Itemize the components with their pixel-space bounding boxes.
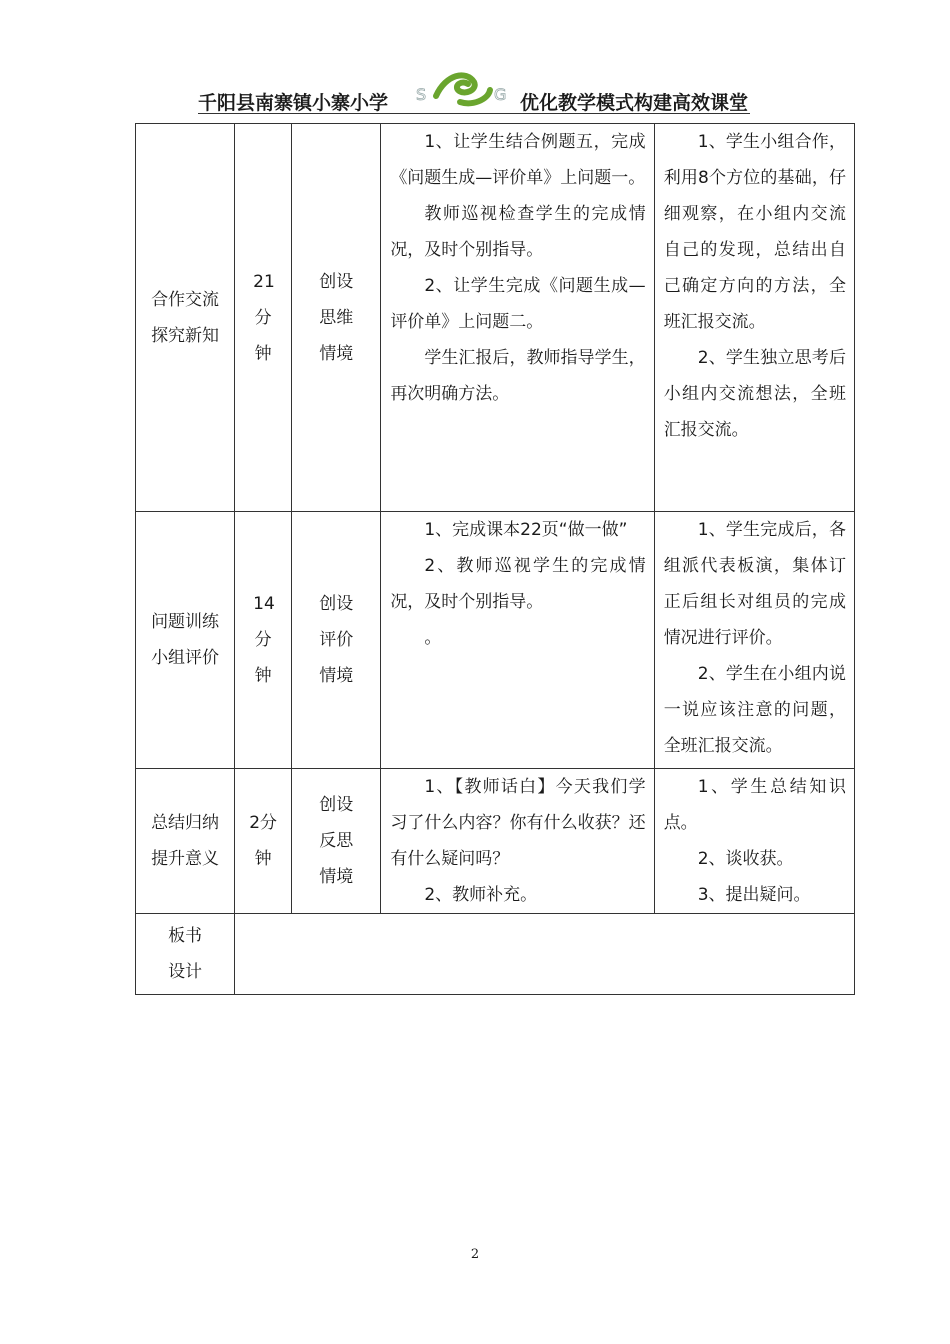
situation-label: 创设反思情境 — [319, 795, 354, 887]
teacher-text: 2、让学生完成《问题生成—评价单》上问题二。 — [390, 276, 646, 332]
svg-text:G: G — [494, 85, 507, 104]
teacher-text: 学生汇报后，教师指导学生，再次明确方法。 — [390, 348, 646, 404]
student-text: 1、学生完成后，各组派代表板演，集体订正后组长对组员的完成情况进行评价。 — [663, 520, 846, 648]
teacher-activity-cell — [381, 124, 654, 512]
stage-cell — [136, 124, 235, 512]
page-number: 2 — [470, 1247, 480, 1262]
teacher-text: 。 — [424, 628, 442, 648]
time-label: 2分钟 — [249, 813, 278, 869]
stage-label: 合作交流探究新知 — [151, 289, 220, 346]
slogan: 优化教学模式构建高效课堂 — [520, 92, 749, 114]
student-activity-cell — [654, 124, 854, 512]
table-row — [136, 124, 855, 512]
stage-cell — [136, 512, 235, 769]
board-label: 板书设计 — [168, 926, 203, 982]
teacher-activity-cell — [381, 769, 654, 914]
page-header — [198, 86, 768, 114]
situation-cell — [292, 124, 381, 512]
time-label: 21分钟 — [253, 271, 275, 364]
student-text: 2、学生在小组内说一说应该注意的问题，全班汇报交流。 — [663, 664, 846, 756]
sdg-logo — [416, 66, 516, 112]
teacher-text: 1、完成课本22页“做一做” — [424, 520, 628, 540]
student-text: 1、学生小组合作，利用8个方位的基础，仔细观察，在小组内交流自己的发现，总结出自己确定方向的方法，全班汇报交流。 — [663, 132, 846, 332]
teacher-activity-cell — [381, 512, 654, 769]
student-text: 2、学生独立思考后小组内交流想法，全班汇报交流。 — [663, 348, 846, 440]
student-text: 3、提出疑问。 — [697, 885, 811, 905]
time-cell — [235, 124, 292, 512]
stage-cell — [136, 769, 235, 914]
situation-label: 创设思维情境 — [319, 271, 354, 364]
lesson-table — [135, 123, 855, 995]
svg-text:S: S — [416, 85, 427, 104]
stage-label: 总结归纳提升意义 — [151, 813, 220, 869]
teacher-text: 2、教师巡视学生的完成情况，及时个别指导。 — [390, 556, 646, 612]
table-row — [136, 914, 855, 995]
student-text: 1、学生总结知识点。 — [663, 777, 846, 833]
teacher-text: 2、教师补充。 — [424, 885, 538, 905]
situation-label: 创设评价情境 — [319, 594, 354, 686]
stage-label: 问题训练小组评价 — [151, 612, 220, 668]
teacher-text: 1、【教师话白】今天我们学习了什么内容？你有什么收获？还有什么疑问吗？ — [390, 777, 646, 869]
student-text: 2、谈收获。 — [697, 849, 794, 869]
time-cell — [235, 512, 292, 769]
header-rule — [198, 113, 750, 114]
time-cell — [235, 769, 292, 914]
table-row — [136, 769, 855, 914]
time-label: 14分钟 — [253, 594, 275, 686]
school-name: 千阳县南寨镇小寨小学 — [198, 92, 389, 114]
situation-cell — [292, 512, 381, 769]
teacher-text: 1、让学生结合例题五，完成《问题生成—评价单》上问题一。 — [390, 132, 646, 188]
student-activity-cell — [654, 512, 854, 769]
teacher-text: 教师巡视检查学生的完成情况，及时个别指导。 — [390, 204, 646, 260]
situation-cell — [292, 769, 381, 914]
board-label-cell — [136, 914, 235, 995]
student-activity-cell — [654, 769, 854, 914]
table-row — [136, 512, 855, 769]
board-content-cell — [235, 914, 855, 995]
